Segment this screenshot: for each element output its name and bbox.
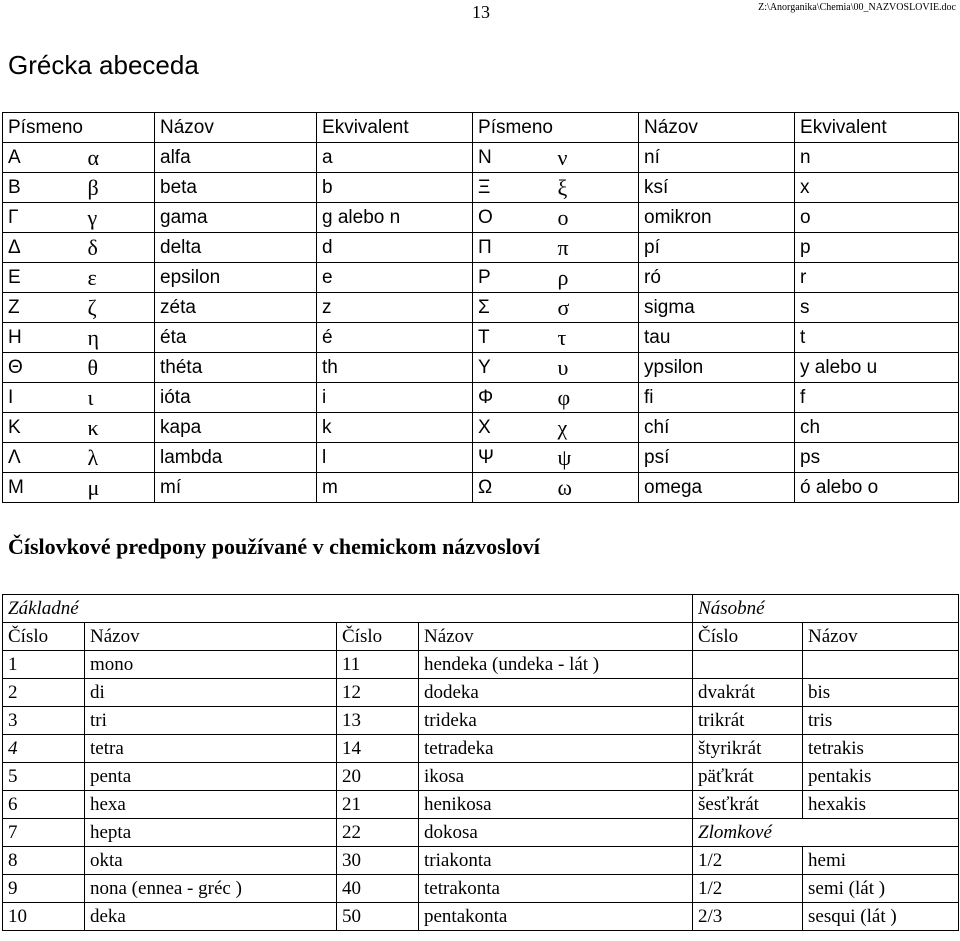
uppercase-letter: Λ (3, 443, 83, 473)
multiple-number: štyrikrát (693, 735, 803, 763)
column-header: Názov (419, 623, 693, 651)
lowercase-letter: κ (83, 413, 155, 443)
basic-prefix: mono (85, 651, 337, 679)
letter-equivalent: m (317, 473, 473, 503)
uppercase-letter: Ν (473, 143, 553, 173)
letter-name: psí (639, 443, 795, 473)
table-row (3, 173, 959, 203)
table-row (3, 875, 959, 903)
column-header: Ekvivalent (317, 113, 473, 143)
lowercase-letter: η (83, 323, 155, 353)
letter-name: ní (639, 143, 795, 173)
uppercase-letter: Ζ (3, 293, 83, 323)
basic-prefix: hendeka (undeka - lát ) (419, 651, 693, 679)
lowercase-letter: ρ (553, 263, 639, 293)
file-path: Z:\Anorganika\Chemia\00_NAZVOSLOVIE.doc (758, 2, 956, 13)
multiple-prefix: semi (lát ) (803, 875, 959, 903)
letter-name: delta (155, 233, 317, 263)
lowercase-letter: ω (553, 473, 639, 503)
letter-equivalent: z (317, 293, 473, 323)
basic-number: 14 (337, 735, 419, 763)
table-row (3, 143, 959, 173)
multiple-prefix (803, 651, 959, 679)
column-header: Písmeno (473, 113, 639, 143)
uppercase-letter: Θ (3, 353, 83, 383)
basic-prefix: penta (85, 763, 337, 791)
greek-header-row (3, 113, 959, 143)
letter-equivalent: d (317, 233, 473, 263)
letter-name: kapa (155, 413, 317, 443)
letter-name: epsilon (155, 263, 317, 293)
letter-equivalent: r (795, 263, 959, 293)
basic-number: 2 (3, 679, 85, 707)
basic-number: 5 (3, 763, 85, 791)
letter-name: alfa (155, 143, 317, 173)
basic-prefix: okta (85, 847, 337, 875)
basic-prefix: trideka (419, 707, 693, 735)
table-row (3, 293, 959, 323)
column-header: Písmeno (3, 113, 155, 143)
letter-equivalent: b (317, 173, 473, 203)
basic-number: 6 (3, 791, 85, 819)
greek-alphabet-title: Grécka abeceda (8, 50, 199, 80)
basic-prefix: tetradeka (419, 735, 693, 763)
basic-prefix: dodeka (419, 679, 693, 707)
basic-number: 7 (3, 819, 85, 847)
page-number: 13 (472, 2, 490, 22)
letter-equivalent: e (317, 263, 473, 293)
column-header: Názov (85, 623, 337, 651)
multiple-prefix: sesqui (lát ) (803, 903, 959, 931)
table-row (3, 473, 959, 503)
letter-equivalent: k (317, 413, 473, 443)
uppercase-letter: Φ (473, 383, 553, 413)
table-row (3, 383, 959, 413)
letter-equivalent: t (795, 323, 959, 353)
table-row (3, 679, 959, 707)
letter-equivalent: f (795, 383, 959, 413)
multiple-prefix: pentakis (803, 763, 959, 791)
multiple-prefix: hemi (803, 847, 959, 875)
uppercase-letter: Υ (473, 353, 553, 383)
multiple-number (693, 651, 803, 679)
column-header: Ekvivalent (795, 113, 959, 143)
multiple-number: šesťkrát (693, 791, 803, 819)
uppercase-letter: Σ (473, 293, 553, 323)
letter-name: beta (155, 173, 317, 203)
table-row (3, 903, 959, 931)
basic-prefix: henikosa (419, 791, 693, 819)
uppercase-letter: Χ (473, 413, 553, 443)
letter-equivalent: x (795, 173, 959, 203)
basic-prefix: triakonta (419, 847, 693, 875)
table-row (3, 735, 959, 763)
letter-name: omikron (639, 203, 795, 233)
multiple-number: trikrát (693, 707, 803, 735)
lowercase-letter: σ (553, 293, 639, 323)
multiple-prefix: tris (803, 707, 959, 735)
uppercase-letter: Γ (3, 203, 83, 233)
basic-number: 22 (337, 819, 419, 847)
lowercase-letter: φ (553, 383, 639, 413)
basic-prefix: deka (85, 903, 337, 931)
basic-number: 10 (3, 903, 85, 931)
table-row (3, 763, 959, 791)
column-header: Názov (639, 113, 795, 143)
lowercase-letter: χ (553, 413, 639, 443)
lowercase-letter: ξ (553, 173, 639, 203)
group-basic-label: Základné (3, 595, 693, 623)
letter-equivalent: ps (795, 443, 959, 473)
column-header: Názov (155, 113, 317, 143)
basic-prefix: hexa (85, 791, 337, 819)
letter-name: gama (155, 203, 317, 233)
group-header-row (3, 595, 959, 623)
group-multiple-label: Násobné (693, 595, 959, 623)
basic-prefix: dokosa (419, 819, 693, 847)
letter-equivalent: g alebo n (317, 203, 473, 233)
table-row (3, 443, 959, 473)
letter-name: ksí (639, 173, 795, 203)
basic-prefix: hepta (85, 819, 337, 847)
lowercase-letter: θ (83, 353, 155, 383)
table-row (3, 707, 959, 735)
multiple-number: päťkrát (693, 763, 803, 791)
lowercase-letter: γ (83, 203, 155, 233)
column-header: Číslo (337, 623, 419, 651)
basic-number: 4 (3, 735, 85, 763)
basic-number: 9 (3, 875, 85, 903)
letter-name: éta (155, 323, 317, 353)
uppercase-letter: Ι (3, 383, 83, 413)
basic-number: 40 (337, 875, 419, 903)
basic-number: 50 (337, 903, 419, 931)
table-row (3, 203, 959, 233)
lowercase-letter: β (83, 173, 155, 203)
basic-prefix: ikosa (419, 763, 693, 791)
lowercase-letter: τ (553, 323, 639, 353)
multiple-number: 2/3 (693, 903, 803, 931)
table-row (3, 263, 959, 293)
letter-equivalent: o (795, 203, 959, 233)
uppercase-letter: Ψ (473, 443, 553, 473)
letter-equivalent: th (317, 353, 473, 383)
basic-prefix: pentakonta (419, 903, 693, 931)
greek-alphabet-table (2, 112, 959, 503)
numeral-prefixes-table (2, 594, 959, 931)
basic-number: 13 (337, 707, 419, 735)
letter-equivalent: i (317, 383, 473, 413)
lowercase-letter: δ (83, 233, 155, 263)
basic-prefix: nona (ennea - gréc ) (85, 875, 337, 903)
uppercase-letter: Η (3, 323, 83, 353)
letter-equivalent: ch (795, 413, 959, 443)
table-row (3, 323, 959, 353)
letter-name: ióta (155, 383, 317, 413)
table-row (3, 233, 959, 263)
uppercase-letter: Κ (3, 413, 83, 443)
letter-name: mí (155, 473, 317, 503)
table-row (3, 651, 959, 679)
table-row (3, 819, 959, 847)
letter-name: zéta (155, 293, 317, 323)
lowercase-letter: μ (83, 473, 155, 503)
letter-equivalent: l (317, 443, 473, 473)
basic-prefix: tri (85, 707, 337, 735)
basic-prefix: tetrakonta (419, 875, 693, 903)
numeral-prefixes-title: Číslovkové predpony používané v chemickom názvosloví (8, 534, 540, 559)
uppercase-letter: Δ (3, 233, 83, 263)
lowercase-letter: ν (553, 143, 639, 173)
letter-name: ypsilon (639, 353, 795, 383)
uppercase-letter: Ρ (473, 263, 553, 293)
lowercase-letter: π (553, 233, 639, 263)
lowercase-letter: α (83, 143, 155, 173)
letter-equivalent: s (795, 293, 959, 323)
column-header: Číslo (3, 623, 85, 651)
uppercase-letter: Τ (473, 323, 553, 353)
multiple-prefix: hexakis (803, 791, 959, 819)
letter-equivalent: é (317, 323, 473, 353)
uppercase-letter: Β (3, 173, 83, 203)
basic-number: 3 (3, 707, 85, 735)
uppercase-letter: Ω (473, 473, 553, 503)
uppercase-letter: Ε (3, 263, 83, 293)
table-row (3, 791, 959, 819)
multiple-number: dvakrát (693, 679, 803, 707)
lowercase-letter: υ (553, 353, 639, 383)
lowercase-letter: ψ (553, 443, 639, 473)
column-header: Číslo (693, 623, 803, 651)
table-row (3, 413, 959, 443)
basic-number: 12 (337, 679, 419, 707)
lowercase-letter: λ (83, 443, 155, 473)
prefix-header-row (3, 623, 959, 651)
letter-equivalent: p (795, 233, 959, 263)
letter-name: théta (155, 353, 317, 383)
lowercase-letter: ο (553, 203, 639, 233)
basic-prefix: di (85, 679, 337, 707)
letter-name: tau (639, 323, 795, 353)
multiple-number: 1/2 (693, 847, 803, 875)
uppercase-letter: Ο (473, 203, 553, 233)
basic-number: 21 (337, 791, 419, 819)
basic-number: 30 (337, 847, 419, 875)
letter-name: lambda (155, 443, 317, 473)
letter-name: sigma (639, 293, 795, 323)
lowercase-letter: ι (83, 383, 155, 413)
basic-number: 11 (337, 651, 419, 679)
lowercase-letter: ζ (83, 293, 155, 323)
table-row (3, 847, 959, 875)
letter-equivalent: ó alebo o (795, 473, 959, 503)
basic-number: 1 (3, 651, 85, 679)
uppercase-letter: Α (3, 143, 83, 173)
table-row (3, 353, 959, 383)
group-fraction-label: Zlomkové (693, 819, 959, 847)
uppercase-letter: Μ (3, 473, 83, 503)
uppercase-letter: Ξ (473, 173, 553, 203)
letter-equivalent: a (317, 143, 473, 173)
letter-name: pí (639, 233, 795, 263)
multiple-prefix: tetrakis (803, 735, 959, 763)
column-header: Názov (803, 623, 959, 651)
letter-name: fi (639, 383, 795, 413)
letter-name: chí (639, 413, 795, 443)
letter-name: ró (639, 263, 795, 293)
basic-number: 20 (337, 763, 419, 791)
uppercase-letter: Π (473, 233, 553, 263)
multiple-number: 1/2 (693, 875, 803, 903)
lowercase-letter: ε (83, 263, 155, 293)
letter-equivalent: y alebo u (795, 353, 959, 383)
letter-equivalent: n (795, 143, 959, 173)
basic-prefix: tetra (85, 735, 337, 763)
multiple-prefix: bis (803, 679, 959, 707)
letter-name: omega (639, 473, 795, 503)
basic-number: 8 (3, 847, 85, 875)
